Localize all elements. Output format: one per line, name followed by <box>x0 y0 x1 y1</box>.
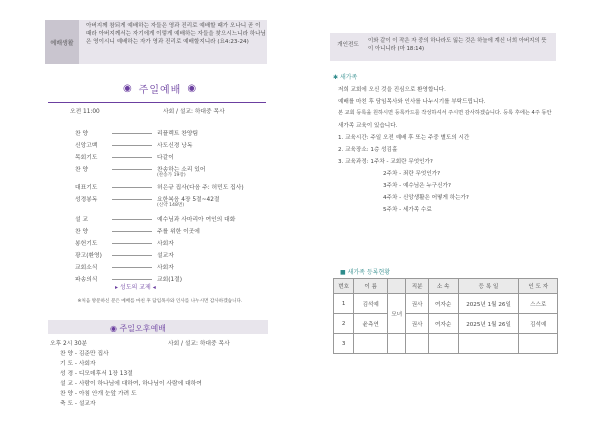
order-row: 교회소식 사회자 <box>75 265 174 271</box>
visitor-note: ※처음 방문하신 분은 예배를 마친 후 담임목사와 인사를 나누시면 감사하겠습니다. <box>77 299 243 304</box>
table-row <box>334 334 558 354</box>
header-cell: 이 름 <box>354 279 388 294</box>
cell-name: 윤측연 <box>354 314 388 334</box>
order-row: 파송의식 교회(1절) <box>75 277 183 283</box>
newcomer-line: 본 교회 등록을 원하시면 등록카드를 작성하셔서 주시면 감사하겠습니다. 등록 후에는 4주 동안 <box>338 110 552 116</box>
right-verse-text: 이와 같이 이 작은 자 중의 하나라도 잃는 것은 하늘에 계신 너희 아버지의 뜻이 아니니라 (마 18:14) <box>368 38 547 52</box>
pm-title <box>110 323 166 334</box>
pm-item: 찬 양 - 아침 안개 눈앞 가려 도 <box>60 391 137 397</box>
cell-no: 1 <box>334 294 354 314</box>
fellowship-ornament-right-icon: ◂ <box>152 284 156 291</box>
registry-table <box>333 278 558 354</box>
order-row: 대표기도 허은규 집사(다음 주: 허민도 집사) <box>75 185 244 191</box>
pm-preacher: 사회 / 설교: 하대중 목사 <box>168 341 230 347</box>
header-cell: 번호 <box>334 279 354 294</box>
fellowship-ornament-left-icon: ▸ <box>115 284 120 291</box>
header-cell: 등 록 일 <box>458 279 519 294</box>
newcomer-line: 1. 교육시간: 주일 오전 예배 후 또는 주중 별도의 시간 <box>338 135 470 141</box>
fellowship-line <box>115 282 156 291</box>
order-row: 성경봉독 요한복음 4장 5절~42절 <box>75 197 220 203</box>
pm-item: 설 교 - 사람이 하나님에 대하여, 하나님이 사람에 대하여 <box>60 381 202 387</box>
table-row <box>334 314 558 334</box>
table-header-row <box>334 279 558 294</box>
service-title <box>95 80 225 96</box>
cell-relation <box>388 334 406 354</box>
cell-date: 2025년 1월 26일 <box>458 314 519 334</box>
pm-item: 성 경 - 디모데후서 1장 13절 <box>60 371 133 377</box>
pm-ornament-icon: ◉ <box>110 324 120 333</box>
newcomer-line: 2. 교육장소: 1층 성김홀 <box>338 147 398 153</box>
order-sub: (신약 148면) <box>157 203 185 208</box>
newcomer-title-text: 새가족 <box>339 74 358 81</box>
newcomer-line: 2주차 - 죄란 무엇인가? <box>383 171 441 177</box>
pm-item: 축 도 - 설교자 <box>60 401 96 407</box>
header-cell: 인 도 자 <box>519 279 558 294</box>
registry-bullet-icon: ■ <box>340 269 348 276</box>
order-row: 찬 양 주를 위한 이곳에 <box>75 229 200 235</box>
newcomer-title <box>333 72 357 81</box>
header-cell: 직분 <box>406 279 428 294</box>
newcomer-star-icon: ✱ <box>333 74 340 81</box>
cell-relation: 모녀 <box>388 294 406 334</box>
cell-guide: 김석예 <box>519 314 558 334</box>
verse-label: 예배생활 <box>50 39 74 47</box>
verse-label-box <box>45 20 79 64</box>
header-cell: 소 속 <box>428 279 458 294</box>
order-row: 목회기도 다같이 <box>75 155 174 161</box>
order-row: 신앙고백 사도신경 낭독 <box>75 143 193 149</box>
cell-no: 2 <box>334 314 354 334</box>
cell-date <box>458 334 519 354</box>
order-row: 찬 양 찬송하는 소리 있어 <box>75 167 206 173</box>
cell-name: 김석예 <box>354 294 388 314</box>
title-ornament-left-icon: ◉ <box>122 82 133 94</box>
cell-no: 3 <box>334 334 354 354</box>
cell-name <box>354 334 388 354</box>
pm-item: 찬 양 - 김준만 집사 <box>60 351 109 357</box>
service-title-text: 주일예배 <box>138 84 182 96</box>
cell-role <box>406 334 428 354</box>
pm-time: 오후 2시 30분 <box>50 341 88 347</box>
title-divider <box>48 102 266 103</box>
right-verse-label: 개인전도 <box>337 42 359 48</box>
fellowship-text: 성도의 교제 <box>119 284 151 291</box>
newcomer-line: 4주차 - 신앙생활은 어떻게 하는가? <box>383 195 469 201</box>
cell-role: 권사 <box>406 294 428 314</box>
service-preacher: 사회 / 설교: 하대중 목사 <box>163 109 225 115</box>
newcomer-line: 저희 교회에 오신 것을 진심으로 환영합니다. <box>338 87 446 93</box>
title-ornament-right-icon: ◉ <box>187 82 198 94</box>
order-row: 설 교 예수님과 사마리아 여인의 대화 <box>75 217 236 223</box>
order-row: 봉헌기도 사회자 <box>75 241 174 247</box>
order-sub: (찬송가 19장) <box>157 173 186 178</box>
cell-date: 2025년 1월 26일 <box>458 294 519 314</box>
newcomer-line: 5주차 - 세가족 수료 <box>383 207 432 213</box>
cell-guide <box>519 334 558 354</box>
newcomer-line: 새가족 교육이 있습니다. <box>338 123 398 129</box>
verse-text: 아버지께 참되게 예배하는 자들은 영과 진리로 예배할 때가 오나니 곧 이 때라 아버지께서는 자기에게 이렇게 예배하는 자들을 찾으시느니라 하나님은 영이시니 예배하는 자가 영과 진리로 예배할지니라 (요4:23-24) <box>86 23 266 46</box>
registry-title-text: 새가족 등록현황 <box>347 269 391 276</box>
pm-title-text: 주일오후예배 <box>119 324 166 333</box>
cell-dept <box>428 334 458 354</box>
newcomer-line: 3주차 - 예수님은 누구신가? <box>383 183 451 189</box>
order-row: 찬 양 리플렉트 찬양팀 <box>75 131 199 137</box>
header-cell <box>388 279 406 294</box>
order-row: 광고(환영) 설교자 <box>75 253 174 259</box>
newcomer-line: 3. 교육과정: 1주차 - 교회란 무엇인가? <box>338 159 433 165</box>
cell-guide: 스스로 <box>519 294 558 314</box>
cell-dept: 여자순 <box>428 314 458 334</box>
table-row <box>334 294 558 314</box>
pm-item: 기 도 - 사회자 <box>60 361 96 367</box>
service-time: 오전 11:00 <box>70 109 100 115</box>
cell-dept: 여자순 <box>428 294 458 314</box>
cell-role: 권사 <box>406 314 428 334</box>
registry-title <box>340 267 390 276</box>
newcomer-line: 예배를 마친 후 담임목사와 인사를 나누시기를 부탁드립니다. <box>338 99 486 105</box>
